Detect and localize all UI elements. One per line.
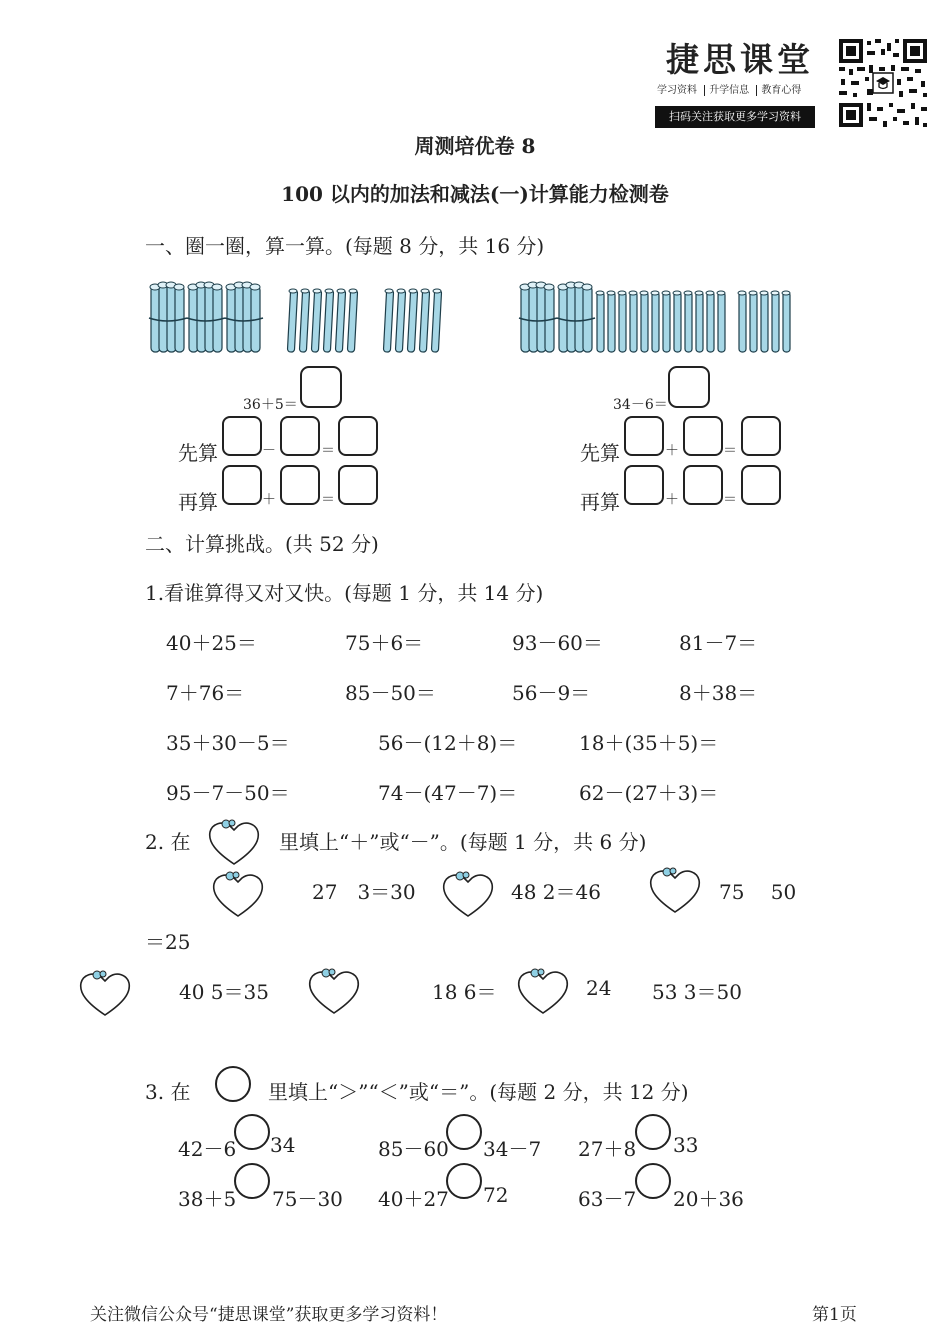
q2-suffix: 里填上“＋”或“－”。(每题 1 分，共 6 分) — [279, 830, 647, 854]
single-sticks — [596, 291, 790, 352]
s1-left-then-op-1: ＋ — [262, 492, 276, 508]
q1-item: 35＋30－5＝ — [166, 731, 290, 755]
stick-bundle — [519, 282, 557, 352]
heart-blank[interactable] — [647, 864, 703, 916]
s1-right-then-box-2[interactable] — [683, 465, 723, 505]
q3-right: 33 — [673, 1133, 699, 1157]
s1-right-then-box-1[interactable] — [624, 465, 664, 505]
q1-item: 56－(12＋8)＝ — [378, 731, 518, 755]
q3-right: 20＋36 — [673, 1187, 744, 1211]
q2-item: 27 3＝30 — [312, 880, 416, 904]
heart-blank[interactable] — [440, 868, 496, 920]
q3-left: 40＋27 — [378, 1187, 449, 1211]
brand-title: 捷思课堂 — [666, 40, 814, 79]
q3-left: 27＋8 — [578, 1137, 637, 1161]
stick-bundle — [149, 282, 187, 352]
q3-right: 34 — [270, 1133, 296, 1157]
circle-icon — [215, 1066, 251, 1102]
counting-sticks-right — [515, 278, 795, 358]
page-subtitle: 100 以内的加法和减法(一)计算能力检测卷 — [281, 182, 669, 206]
q2-item: 18 6＝ — [432, 980, 497, 1004]
stick-bundle — [557, 282, 595, 352]
q3-left: 42－6 — [178, 1137, 237, 1161]
stick-bundle — [225, 282, 263, 352]
q3-right: 72 — [483, 1183, 509, 1207]
s1-left-then-box-2[interactable] — [280, 465, 320, 505]
s1-right-then-label: 再算 — [580, 490, 620, 514]
section1-heading: 一、圈一圈，算一算。(每题 8 分，共 16 分) — [145, 234, 545, 258]
q1-heading: 1.看谁算得又对又快。(每题 1 分，共 14 分) — [145, 581, 544, 605]
s1-right-then-op-2: ＝ — [723, 492, 737, 508]
s1-right-then-op-1: ＋ — [665, 492, 679, 508]
s1-left-then-label: 再算 — [178, 490, 218, 514]
compare-circle[interactable] — [234, 1163, 270, 1199]
s1-right-first-label: 先算 — [580, 441, 620, 465]
q1-item: 18＋(35＋5)＝ — [579, 731, 719, 755]
counting-sticks-left — [145, 278, 455, 358]
q1-item: 7＋76＝ — [166, 681, 245, 705]
q3-left: 85－60 — [378, 1137, 449, 1161]
s1-right-then-box-3[interactable] — [741, 465, 781, 505]
s1-right-first-box-2[interactable] — [683, 416, 723, 456]
s1-right-answer-box[interactable] — [668, 366, 710, 408]
s1-left-first-box-2[interactable] — [280, 416, 320, 456]
footer-text: 关注微信公众号“捷思课堂”获取更多学习资料！ — [90, 1305, 448, 1325]
q1-item: 81－7＝ — [679, 631, 758, 655]
heart-blank[interactable] — [515, 965, 571, 1017]
s1-left-then-box-1[interactable] — [222, 465, 262, 505]
brand-tag: 升学信息 — [709, 85, 750, 96]
s1-left-first-label: 先算 — [178, 441, 218, 465]
brand-cta: 扫码关注获取更多学习资料 — [655, 106, 815, 128]
q1-item: 40＋25＝ — [166, 631, 257, 655]
q3-right: 34－7 — [483, 1137, 542, 1161]
q1-item: 56－9＝ — [512, 681, 591, 705]
section2-heading: 二、计算挑战。(共 52 分) — [145, 532, 379, 556]
s1-left-then-box-3[interactable] — [338, 465, 378, 505]
compare-circle[interactable] — [234, 1114, 270, 1150]
heart-blank[interactable] — [306, 965, 362, 1017]
stick-bundle — [187, 282, 225, 352]
s1-right-first-box-3[interactable] — [741, 416, 781, 456]
q1-item: 85－50＝ — [345, 681, 436, 705]
compare-circle[interactable] — [446, 1163, 482, 1199]
s1-left-answer-box[interactable] — [300, 366, 342, 408]
q3-prefix: 3. 在 — [145, 1080, 191, 1104]
page-title: 周测培优卷 8 — [414, 134, 536, 158]
s1-right-first-box-1[interactable] — [624, 416, 664, 456]
q2-prefix: 2. 在 — [145, 830, 191, 854]
q1-item: 8＋38＝ — [679, 681, 758, 705]
q3-suffix: 里填上“＞”“＜”或“＝”。(每题 2 分，共 12 分) — [268, 1080, 689, 1104]
brand-tag: 学习资料 — [657, 85, 697, 96]
s1-left-equation: 36＋5＝ — [243, 397, 298, 413]
s1-left-first-op-2: ＝ — [321, 443, 335, 459]
q1-item: 74－(47－7)＝ — [378, 781, 518, 805]
q1-item: 62－(27＋3)＝ — [579, 781, 719, 805]
q3-left: 38＋5 — [178, 1187, 237, 1211]
q2-wrap: ＝25 — [145, 930, 191, 954]
s1-right-equation: 34－6＝ — [613, 397, 668, 413]
q2-item: 48 2＝46 — [511, 880, 601, 904]
q2-item: 24 — [586, 976, 612, 1000]
s1-left-first-box-3[interactable] — [338, 416, 378, 456]
q3-left: 63－7 — [578, 1187, 637, 1211]
q2-item: 40 5＝35 — [179, 980, 269, 1004]
q2-item: 53 3＝50 — [652, 980, 742, 1004]
q2-item: 75 50 — [719, 880, 797, 904]
compare-circle[interactable] — [635, 1163, 671, 1199]
page-number: 第1页 — [812, 1305, 857, 1325]
brand-tag: 教育心得 — [761, 85, 802, 96]
s1-right-first-op-1: ＋ — [665, 443, 679, 459]
heart-blank[interactable] — [210, 868, 266, 920]
heart-blank[interactable] — [77, 967, 133, 1019]
q1-item: 93－60＝ — [512, 631, 603, 655]
brand-tags — [657, 81, 801, 96]
q1-item: 75＋6＝ — [345, 631, 424, 655]
q1-item: 95－7－50＝ — [166, 781, 290, 805]
single-sticks — [287, 289, 441, 352]
q3-right: 75－30 — [272, 1187, 343, 1211]
heart-icon — [206, 816, 262, 868]
s1-left-then-op-2: ＝ — [321, 492, 335, 508]
s1-right-first-op-2: ＝ — [723, 443, 737, 459]
s1-left-first-box-1[interactable] — [222, 416, 262, 456]
qr-code-icon[interactable] — [837, 37, 929, 129]
compare-circle[interactable] — [635, 1114, 671, 1150]
s1-left-first-op-1: － — [262, 443, 276, 459]
compare-circle[interactable] — [446, 1114, 482, 1150]
